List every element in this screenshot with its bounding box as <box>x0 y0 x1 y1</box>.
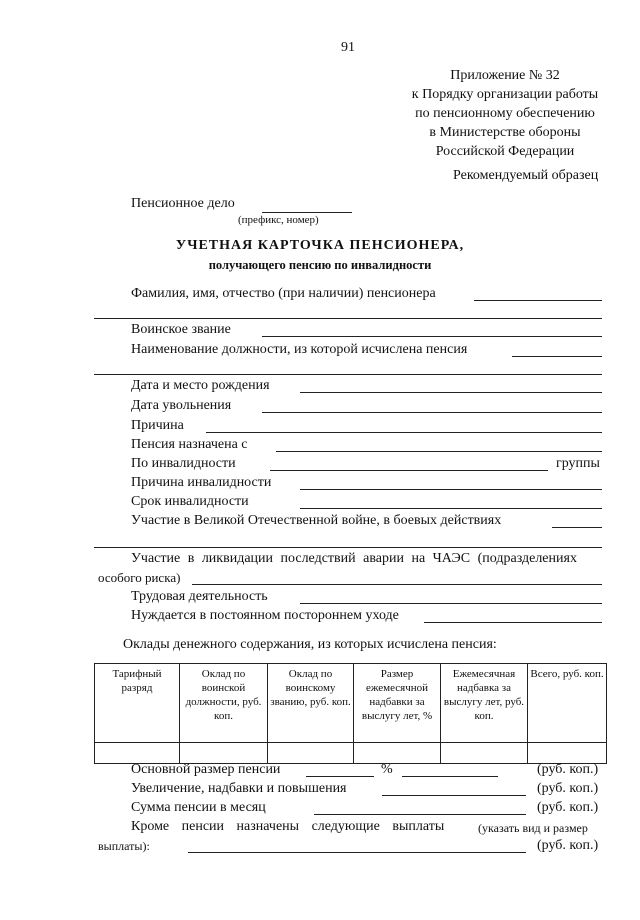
chernobyl-label-2: особого риска) <box>98 570 181 585</box>
cell-seniority-amount[interactable] <box>441 743 528 764</box>
position-line-2[interactable] <box>94 374 602 375</box>
fio-line-2[interactable] <box>94 318 602 319</box>
appendix-line: в Министерстве обороны <box>429 125 581 140</box>
fio-label: Фамилия, имя, отчество (при наличии) пенсионера <box>131 286 436 301</box>
assigned-line[interactable] <box>276 451 602 452</box>
table-row <box>95 743 607 764</box>
increase-label: Увеличение, надбавки и повышения <box>131 781 347 796</box>
extra-payments-label: Кроме пенсии назначены следующие выплаты <box>131 819 445 834</box>
page-number: 91 <box>341 40 355 55</box>
chernobyl-line[interactable] <box>192 584 602 585</box>
col-seniority-percent: Размер ежемесячной надбавки за выслугу лет, % <box>354 664 441 743</box>
base-pension-amount-line[interactable] <box>402 776 498 777</box>
disability-reason-label: Причина инвалидности <box>131 475 272 490</box>
disability-line[interactable] <box>270 470 548 471</box>
pension-case-line[interactable] <box>262 212 352 213</box>
appendix-block <box>380 66 630 161</box>
disability-reason-line[interactable] <box>300 489 602 490</box>
war-line[interactable] <box>552 527 602 528</box>
salary-heading: Оклады денежного содержания, из которых исчислена пенсия: <box>123 637 497 652</box>
appendix-line: по пенсионному обеспечению <box>415 106 595 121</box>
cell-tariff[interactable] <box>95 743 180 764</box>
group-label: группы <box>556 456 600 471</box>
rank-line[interactable] <box>262 336 602 337</box>
birth-label: Дата и место рождения <box>131 378 270 393</box>
labor-line[interactable] <box>300 603 602 604</box>
col-seniority-amount: Ежемесячная надбавка за выслугу лет, руб. коп. <box>441 664 528 743</box>
disability-term-line[interactable] <box>300 508 602 509</box>
appendix-line: к Порядку организации работы <box>411 87 599 102</box>
cell-seniority-percent[interactable] <box>354 743 441 764</box>
position-line[interactable] <box>512 356 602 357</box>
care-label: Нуждается в постоянном постороннем уходе <box>131 608 399 623</box>
salary-table-header <box>95 664 607 743</box>
unit-label-2: (руб. коп.) <box>537 781 599 796</box>
assigned-label: Пенсия назначена с <box>131 437 248 452</box>
appendix-line: Приложение № 32 <box>450 68 560 83</box>
percent-sign: % <box>381 762 393 777</box>
disability-term-label: Срок инвалидности <box>131 494 249 509</box>
unit-label-4: (руб. коп.) <box>537 838 599 853</box>
document-subtitle: получающего пенсию по инвалидности <box>208 258 432 272</box>
labor-label: Трудовая деятельность <box>131 589 268 604</box>
increase-line[interactable] <box>382 795 526 796</box>
cell-position-salary[interactable] <box>180 743 268 764</box>
chernobyl-label-1: Участие в ликвидации последствий аварии на ЧАЭС (подразделениях <box>131 551 577 566</box>
recommended-sample: Рекомендуемый образец <box>453 168 599 183</box>
cell-total[interactable] <box>528 743 607 764</box>
fio-line[interactable] <box>474 300 602 301</box>
pension-case-hint: (префикс, номер) <box>238 214 319 226</box>
col-rank-salary: Оклад по воинскому званию, руб. коп. <box>268 664 354 743</box>
rank-label: Воинское звание <box>131 322 231 337</box>
position-label: Наименование должности, из которой исчислена пенсия <box>131 342 468 357</box>
reason-label: Причина <box>131 418 184 433</box>
appendix-line: Российской Федерации <box>435 144 575 159</box>
sum-line[interactable] <box>314 814 526 815</box>
col-tariff: Тарифный разряд <box>95 664 180 743</box>
pension-case-label: Пенсионное дело <box>131 196 235 211</box>
dismissal-line[interactable] <box>262 412 602 413</box>
sum-label: Сумма пенсии в месяц <box>131 800 266 815</box>
extra-payments-hint-2: выплаты): <box>98 839 150 853</box>
extra-payments-line[interactable] <box>188 852 526 853</box>
document-title: УЧЕТНАЯ КАРТОЧКА ПЕНСИОНЕРА, <box>175 238 465 253</box>
cell-rank-salary[interactable] <box>268 743 354 764</box>
unit-label-3: (руб. коп.) <box>537 800 599 815</box>
unit-label-1: (руб. коп.) <box>537 762 599 777</box>
base-pension-label: Основной размер пенсии <box>131 762 281 777</box>
extra-payments-hint: (указать вид и размер <box>478 821 588 835</box>
col-position-salary: Оклад по воинской должности, руб. коп. <box>180 664 268 743</box>
war-line-2[interactable] <box>94 547 602 548</box>
salary-table <box>94 663 607 764</box>
war-label: Участие в Великой Отечественной войне, в боевых действиях <box>131 513 502 528</box>
disability-label: По инвалидности <box>131 456 236 471</box>
dismissal-label: Дата увольнения <box>131 398 232 413</box>
reason-line[interactable] <box>206 432 602 433</box>
birth-line[interactable] <box>300 392 602 393</box>
base-pension-line[interactable] <box>306 776 374 777</box>
col-total: Всего, руб. коп. <box>528 664 607 743</box>
care-line[interactable] <box>424 622 602 623</box>
